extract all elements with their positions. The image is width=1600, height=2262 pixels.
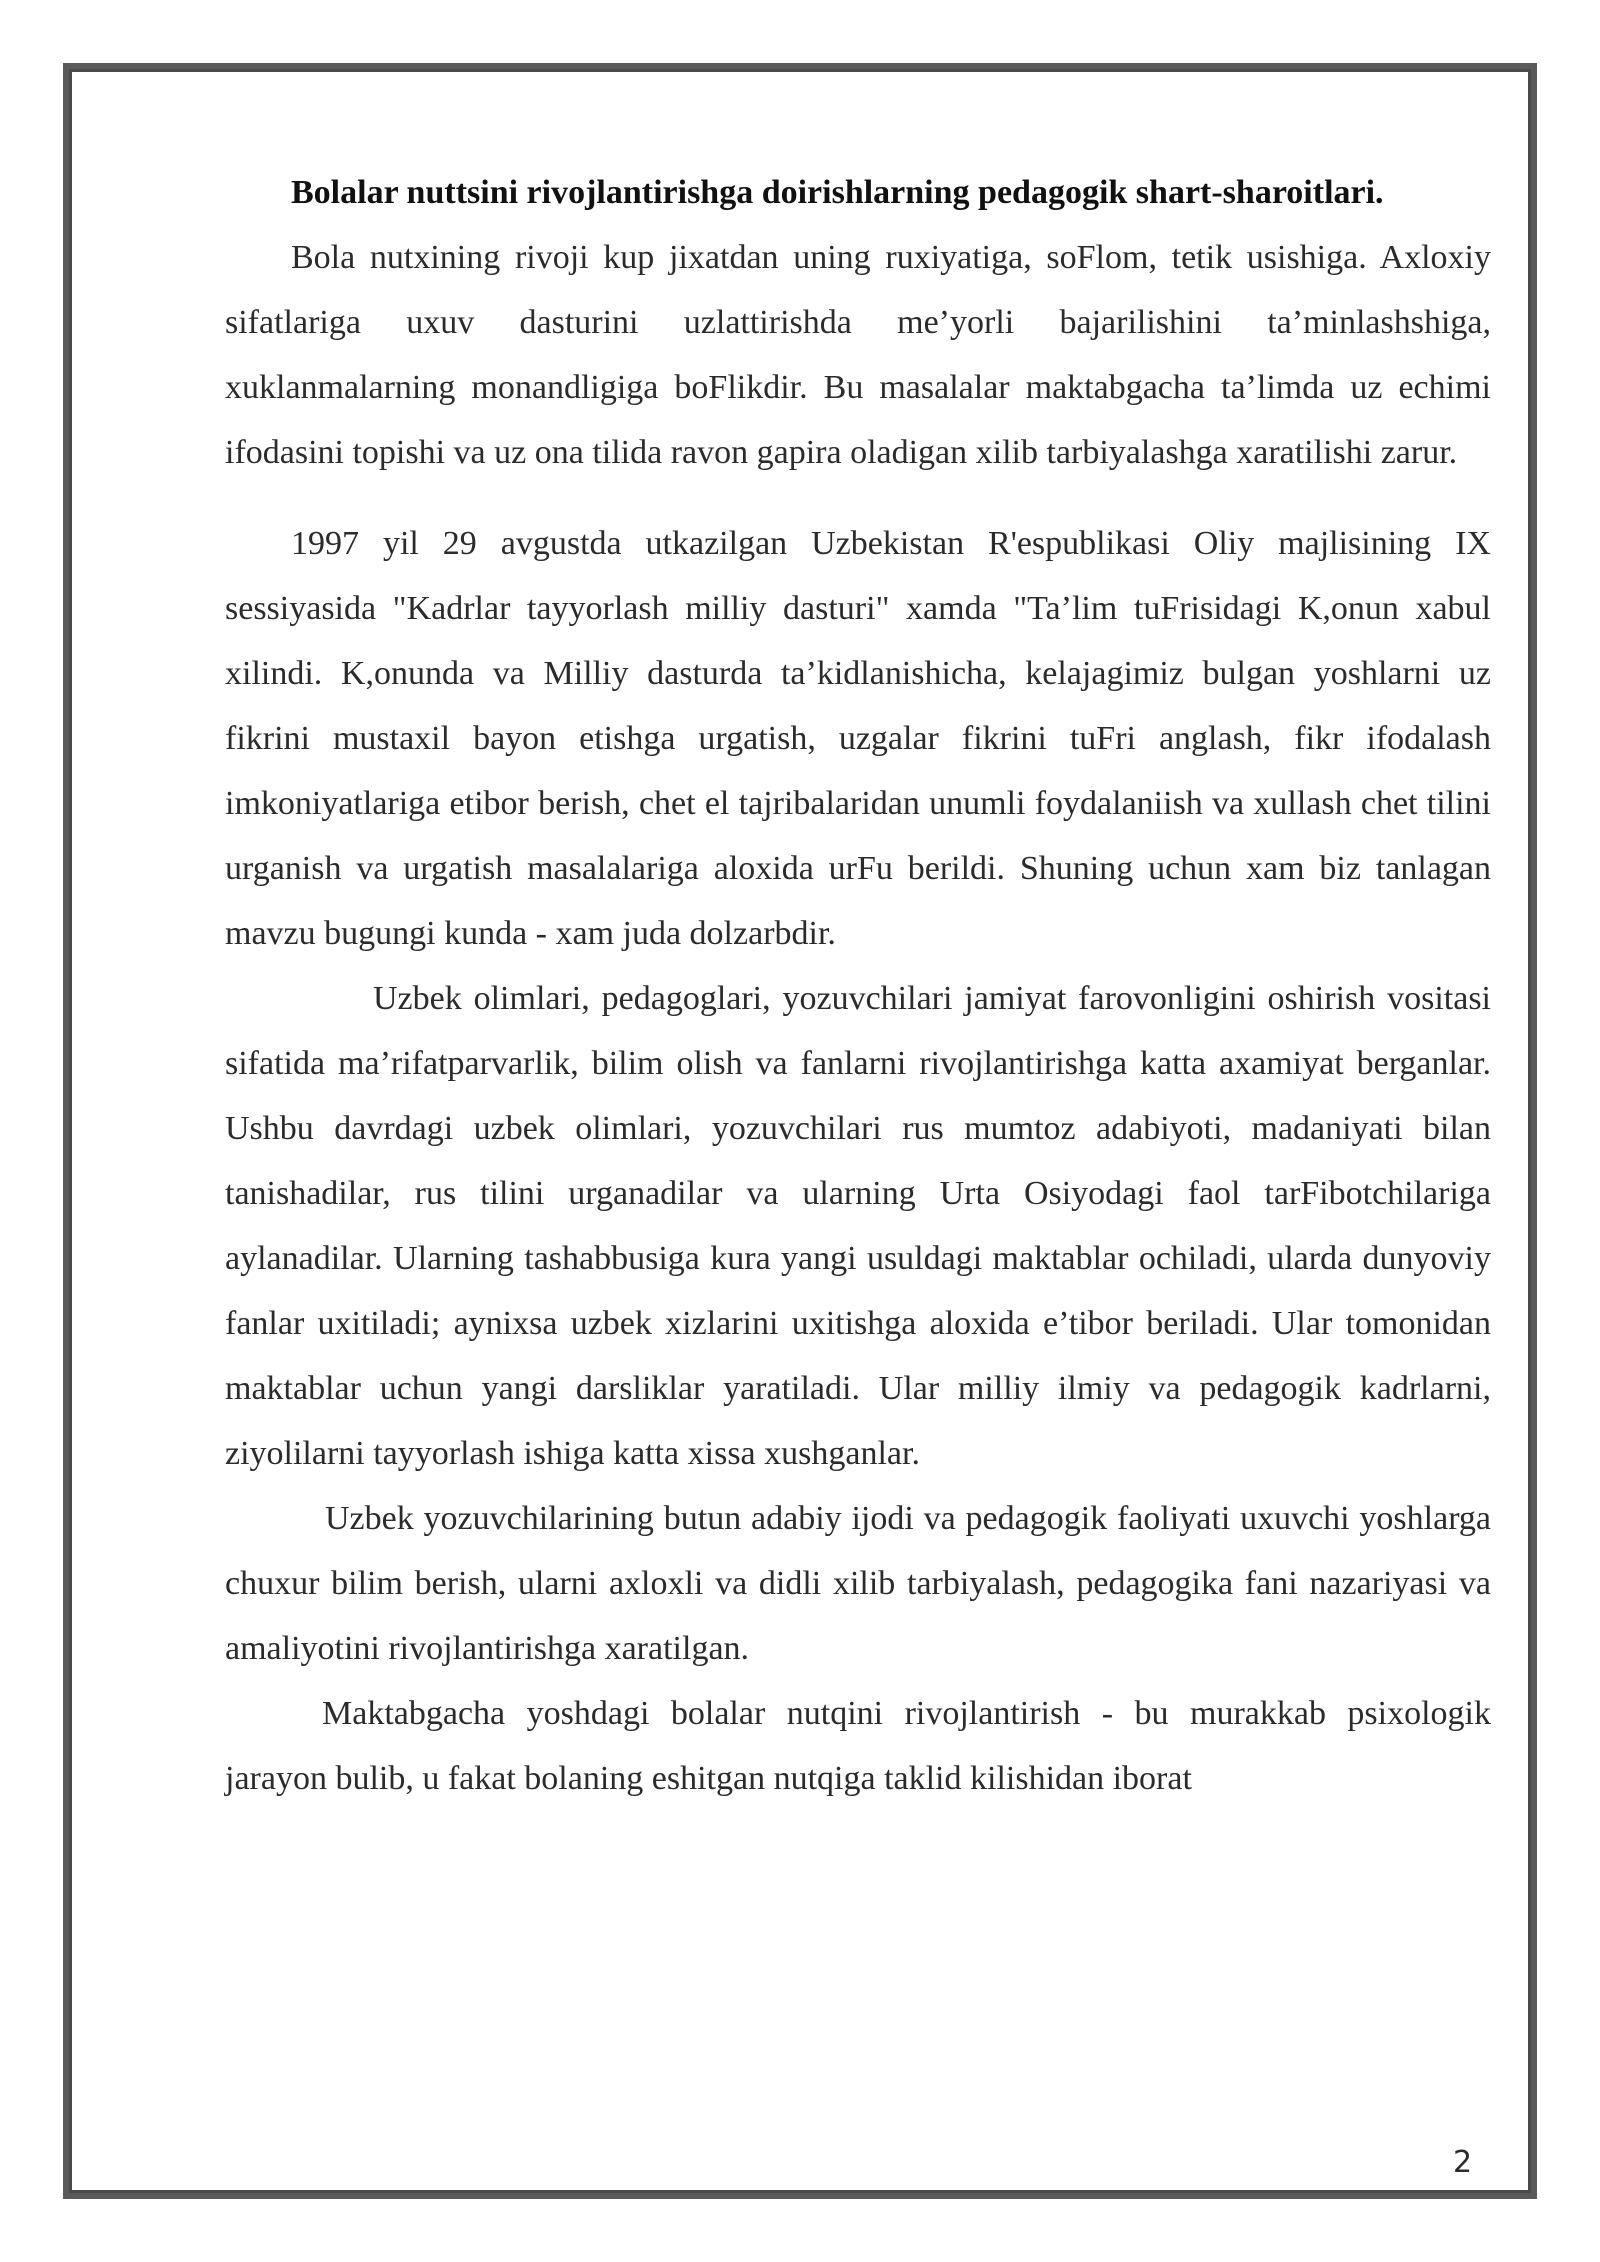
paragraph-1: Bola nutxining rivoji kup jixatdan uning ruxiyatiga, soFlom, tetik usishiga. Axloxiy sifatlariga uxuv dasturini uzlattirishda me’yorli bajarilishini ta’minlashshiga, xuklanmalarning monandligiga boFlikdir. Bu masalalar maktabgacha ta’limda uz echimi ifodasini topishi va uz ona tilida ravon gapira oladigan xilib tarbiyalashga xaratilishi zarur. bbox=[225, 239, 1491, 471]
paragraph-4: Uzbek yozuvchilarining butun adabiy ijodi va pedagogik faoliyati uxuvchi yoshlarga chuxur bilim berish, ularni axloxli va didli xilib tarbiyalash, pedagogika fani nazariyasi va amaliyotini rivojlantirishga xaratilgan. bbox=[225, 1500, 1491, 1667]
document-body bbox=[225, 160, 1491, 1811]
paragraph-5: Maktabgacha yoshdagi bolalar nutqini rivojlantirish - bu murakkab psixologik jarayon bulib, u fakat bolaning eshitgan nutqiga taklid kilishidan iborat bbox=[225, 1695, 1491, 1797]
document-title: Bolalar nuttsini rivojlantirishga doirishlarning pedagogik shart-sharoitlari. bbox=[291, 174, 1384, 211]
paragraph-3: Uzbek olimlari, pedagoglari, yozuvchilari jamiyat farovonligini oshirish vositasi sifatida ma’rifatparvarlik, bilim olish va fanlarni rivojlantirishga katta axamiyat berganlar. Ushbu davrdagi uzbek olimlari, yozuvchilari rus mumtoz adabiyoti, madaniyati bilan tanishadilar, rus tilini urganadilar va ularning Urta Osiyodagi faol tarFibotchilariga aylanadilar. Ularning tashabbusiga kura yangi usuldagi maktablar ochiladi, ularda dunyoviy fanlar uxitiladi; aynixsa uzbek xizlarini uxitishga aloxida e’tibor beriladi. Ular tomonidan maktablar uchun yangi darsliklar yaratiladi. Ular milliy ilmiy va pedagogik kadrlarni, ziyolilarni tayyorlash ishiga katta xissa xushganlar. bbox=[225, 980, 1491, 1472]
paragraph-2: 1997 yil 29 avgustda utkazilgan Uzbekistan R'espublikasi Oliy majlisining IX sessiyasida "Kadrlar tayyorlash milliy dasturi" xamda "Ta’lim tuFrisidagi K,onun xabul xilindi. K,onunda va Milliy dasturda ta’kidlanishicha, kelajagimiz bulgan yoshlarni uz fikrini mustaxil bayon etishga urgatish, uzgalar fikrini tuFri anglash, fikr ifodalash imkoniyatlariga etibor berish, chet el tajribalaridan unumli foydalaniish va xullash chet tilini urganish va urgatish masalalariga aloxida urFu berildi. Shuning uchun xam biz tanlagan mavzu bugungi kunda - xam juda dolzarbdir. bbox=[225, 525, 1491, 952]
page-number: 2 bbox=[1453, 2145, 1473, 2180]
